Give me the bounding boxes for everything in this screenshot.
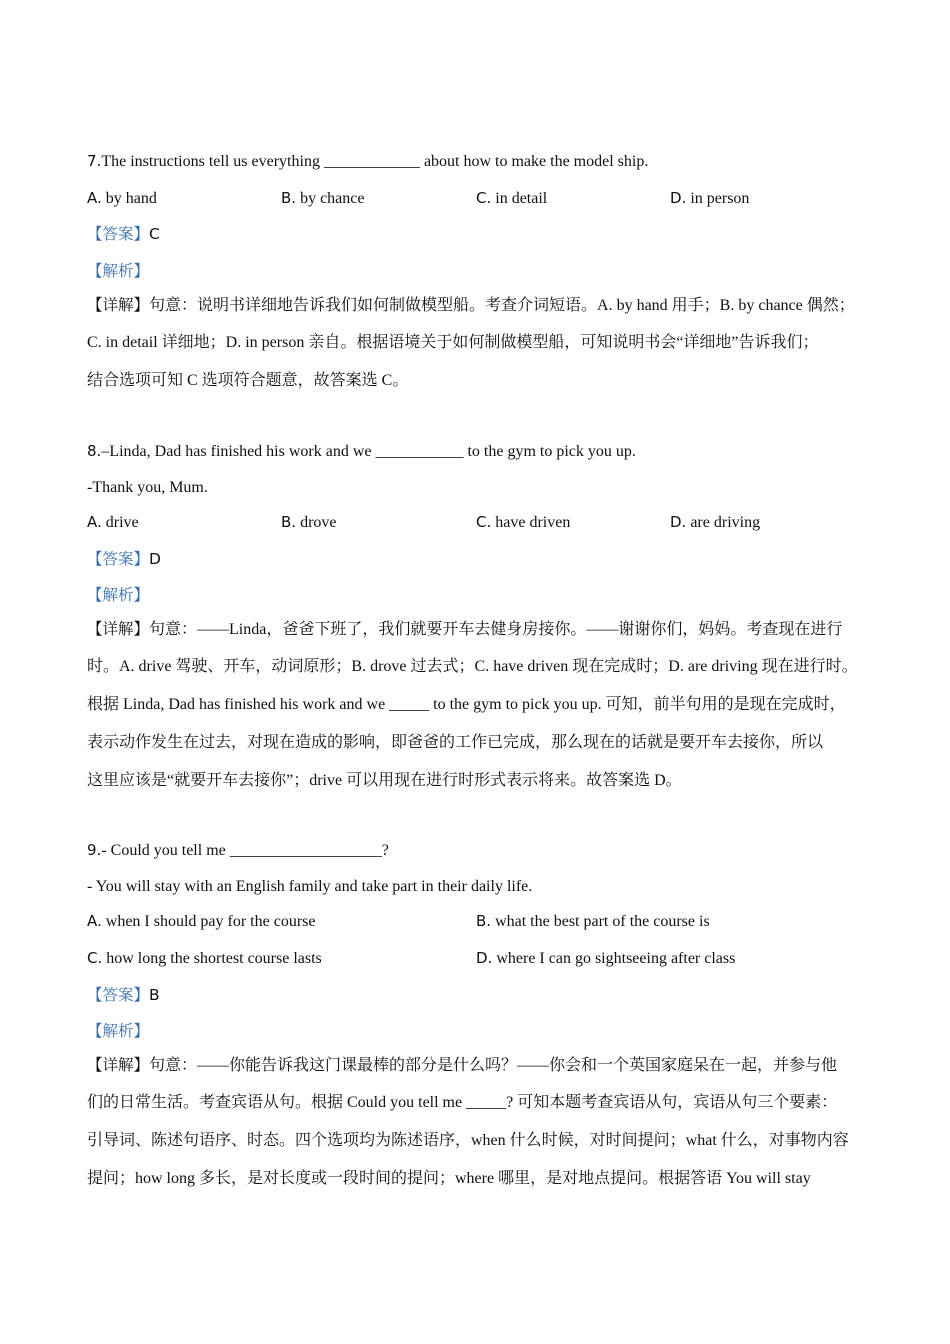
detail-line: 这里应该是“就要开车去接你”；drive 可以用现在进行时形式表示将来。故答案选 D。 — [87, 772, 682, 789]
analysis-tag: 【解析】 — [87, 1022, 150, 1040]
option-b: B. what the best part of the course is — [476, 912, 710, 930]
detail-line: 结合选项可知 C 选项符合题意，故答案选 C。 — [87, 372, 409, 389]
detail-line: 引导词、陈述句语序、时态。四个选项均为陈述语序，when 什么时候，对时间提问；what 什么，对事物内容 — [87, 1132, 849, 1149]
detail-line: 时。A. drive 驾驶、开车，动词原形；B. drove 过去式；C. have driven 现在完成时；D. are driving 现在进行时。 — [87, 658, 858, 675]
question-number: 8. — [87, 442, 102, 460]
detail-line: 【详解】句意：——你能告诉我这门课最棒的部分是什么吗？——你会和一个英国家庭呆在一起，并参与他 — [87, 1056, 838, 1074]
detail-line: 们的日常生活。考查宾语从句。根据 Could you tell me _____? 可知本题考查宾语从句，宾语从句三个要素： — [87, 1094, 838, 1111]
answer-value: C — [149, 225, 160, 243]
answer-tag: 【答案】 — [87, 986, 150, 1004]
question-stem: 8.–Linda, Dad has finished his work and we ___________ to the gym to pick you up. — [87, 442, 636, 460]
option-d: D. where I can go sightseeing after class — [476, 949, 736, 967]
dialogue-reply: - You will stay with an English family and take part in their daily life. — [87, 878, 533, 895]
options-row — [87, 910, 877, 932]
option-a: A. by hand — [87, 189, 157, 207]
question-number: 9. — [87, 841, 102, 859]
question-number: 7. — [87, 152, 102, 170]
detail-line: 【详解】句意：说明书详细地告诉我们如何制做模型船。考查介词短语。A. by hand 用手；B. by chance 偶然； — [87, 296, 855, 314]
answer-line — [87, 984, 160, 1006]
option-a: A. when I should pay for the course — [87, 912, 316, 930]
option-a: A. drive — [87, 513, 139, 531]
analysis-line — [87, 1020, 149, 1042]
detail-line: C. in detail 详细地；D. in person 亲自。根据语境关于如何制做模型船，可知说明书会“详细地”告诉我们； — [87, 334, 819, 351]
question-stem: 9.- Could you tell me ___________________? — [87, 841, 389, 859]
dialogue-reply: -Thank you, Mum. — [87, 479, 208, 496]
analysis-line — [87, 260, 149, 282]
detail-line: 根据 Linda, Dad has finished his work and we _____ to the gym to pick you up. 可知，前半句用的是现在完成时， — [87, 696, 846, 713]
option-d: D. are driving — [670, 513, 761, 531]
options-row — [87, 511, 877, 533]
option-c: C. have driven — [476, 513, 571, 531]
answer-tag: 【答案】 — [87, 550, 150, 568]
option-d: D. in person — [670, 189, 750, 207]
analysis-tag: 【解析】 — [87, 586, 150, 604]
detail-line: 表示动作发生在过去，对现在造成的影响，即爸爸的工作已完成，那么现在的话就是要开车去接你，所以 — [87, 734, 824, 751]
analysis-line — [87, 584, 149, 606]
options-row — [87, 947, 877, 969]
question-stem: 7.The instructions tell us everything ____________ about how to make the model ship. — [87, 152, 649, 170]
option-b: B. by chance — [281, 189, 365, 207]
detail-line: 提问；how long 多长，是对长度或一段时间的提问；where 哪里，是对地点提问。根据答语 You will stay — [87, 1170, 811, 1187]
detail-line: 【详解】句意：——Linda，爸爸下班了，我们就要开车去健身房接你。——谢谢你们，妈妈。考查现在进行 — [87, 620, 843, 638]
option-b: B. drove — [281, 513, 337, 531]
options-row — [87, 187, 877, 209]
answer-value: D — [149, 550, 161, 568]
answer-tag: 【答案】 — [87, 225, 150, 243]
analysis-tag: 【解析】 — [87, 262, 150, 280]
answer-line — [87, 548, 161, 570]
option-c: C. how long the shortest course lasts — [87, 949, 322, 967]
option-c: C. in detail — [476, 189, 548, 207]
answer-value: B — [149, 986, 160, 1004]
answer-line — [87, 223, 160, 245]
